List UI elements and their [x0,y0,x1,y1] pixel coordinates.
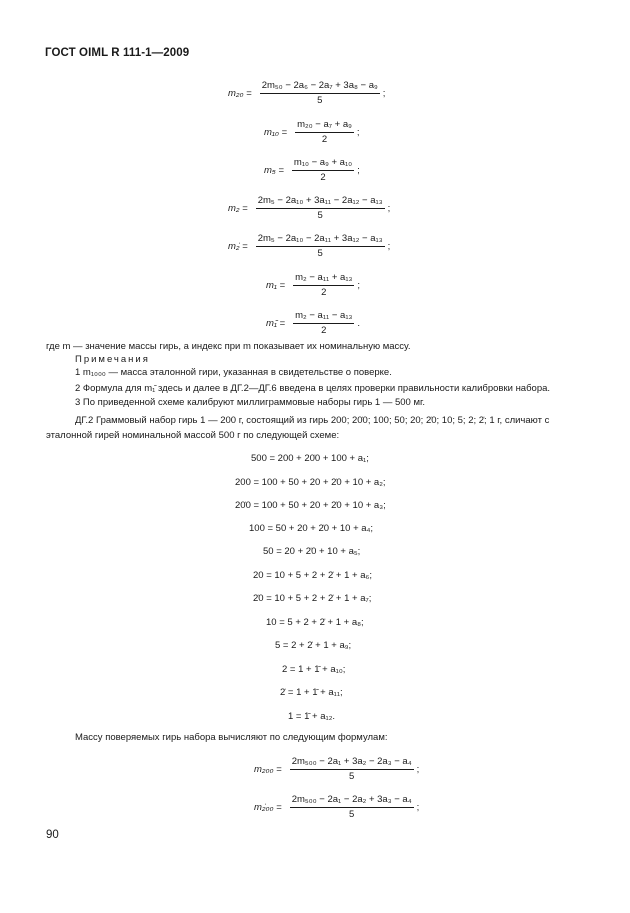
formula-punctuation: ; [416,764,420,775]
fraction [260,80,380,107]
numerator: 2m₅ − 2a₁₀ + 3a₁₁ − 2a₁₂ − a₁₃ [256,195,385,209]
fraction [293,272,354,299]
denominator: 5 [317,210,323,221]
numerator: m₂ − a₁₁ + a₁₃ [293,272,354,286]
numerator: 2m₅₀₀ − 2a₁ + 3a₂ − 2a₃ − a₄ [290,756,414,770]
formula-lhs: m₁ = [266,280,286,291]
denominator: 2 [320,172,326,183]
denominator: 2 [321,287,327,298]
formula-m200-dot [254,794,419,821]
formula-punctuation: ; [357,280,361,291]
numerator: 2m₅₀ − 2a₆ − 2a₇ + 3a₈ − a₉ [260,80,380,94]
formula-lhs: m₂₀ = [228,88,252,99]
where-text: где m — значение массы гирь, а индекс при m показывает их номинальную массу. [46,341,411,352]
scheme-equation: 500 = 200 + 20̇0 + 100 + a₁; [251,453,369,464]
denominator: 2 [321,325,327,336]
scheme-equation: 2 = 1 + 1̄ + a₁₀; [282,664,346,675]
formula-punctuation: . [357,318,361,329]
formula-punctuation: ; [357,165,360,176]
fraction [290,794,414,821]
formula-lhs: m₂̇₀₀ = [254,802,282,813]
scheme-equation: 2̇0 = 10 + 5 + 2 + 2̇ + 1 + a₇; [253,593,372,604]
formula-lhs: m₁₀ = [264,127,288,138]
scheme-equation: 20̇0 = 100 + 50 + 20 + 2̇0 + 10 + a₃; [235,500,386,511]
scheme-equation: 50 = 20 + 2̇0 + 10 + a₅; [263,546,361,557]
denominator: 5 [349,771,355,782]
scheme-equation: 100 = 50 + 20 + 2̇0 + 10 + a₄; [249,523,374,534]
denominator: 5 [317,95,323,106]
notes-heading: Примечания [75,354,150,365]
note-3: 3 По приведенной схеме калибруют миллиграммовые наборы гирь 1 — 500 мг. [75,397,425,408]
numerator: m₂₀ − a₇ + a₉ [295,119,354,133]
formula-lhs: m₅ = [264,165,284,176]
fraction [295,119,354,146]
note-1: 1 m₁₀₀₀ — масса эталонной гири, указанная в свидетельстве о поверке. [75,367,392,378]
dg2-paragraph-line-1: ДГ.2 Граммовый набор гирь 1 — 200 г, состоящий из гирь 200; 20̇0; 100; 50; 20; 2̇0; 10; 5; 2; 2̇; 1 г, сличают с [75,415,550,426]
scheme-equation: 5 = 2 + 2̇ + 1 + a₉; [275,640,352,651]
numerator: m₂ − a₁₁ − a₁₃ [293,310,354,324]
formula-punctuation: ; [356,127,360,138]
fraction [293,310,354,337]
mass-formulas-intro: Массу поверяемых гирь набора вычисляют по следующим формулам: [75,732,388,743]
scheme-equation: 10 = 5 + 2 + 2̇ + 1 + a₈; [266,617,364,628]
formula-lhs: m₂₀₀ = [254,764,282,775]
fraction [290,756,414,783]
page-number: 90 [46,829,59,841]
denominator: 5 [317,248,323,259]
formula-lhs: m₂ = [228,203,248,214]
formula-punctuation: ; [382,88,386,99]
scheme-equation: 1 = 1̄ + a₁₂. [288,711,336,722]
formula-lhs: m₁̄ = [266,318,286,329]
denominator: 2 [321,134,328,145]
numerator: 2m₅ − 2a₁₀ − 2a₁₁ + 3a₁₂ − a₁₃ [256,233,385,247]
numerator: 2m₅₀₀ − 2a₁ − 2a₂ + 3a₃ − a₄ [290,794,414,808]
dg2-paragraph-line-2: эталонной гирей номинальной массой 500 г по следующей схеме: [46,430,340,441]
page-header: ГОСТ OIML R 111-1—2009 [45,47,190,59]
fraction [256,233,385,260]
formula-m1-bar [266,310,360,337]
formula-lhs: m₂̇ = [228,241,248,252]
formula-m2-dot [228,233,390,260]
numerator: m₁₀ − a₉ + a₁₀ [292,157,354,171]
fraction [256,195,385,222]
formula-punctuation: ; [387,203,391,214]
formula-m10 [264,119,360,146]
formula-m20 [228,80,385,107]
formula-m200 [254,756,419,783]
formula-punctuation: ; [416,802,420,813]
scheme-equation: 200 = 100 + 50 + 20 + 2̇0 + 10 + a₂; [235,477,386,488]
note-2: 2 Формула для m₁̄ здесь и далее в ДГ.2—ДГ.6 введена в целях проверки правильности калибровки набора. [75,383,551,394]
formula-m2 [228,195,390,222]
formula-m1 [266,272,360,299]
fraction [292,157,354,184]
scheme-equation: 20 = 10 + 5 + 2 + 2̇ + 1 + a₆; [253,570,372,581]
scheme-equation: 2̇ = 1 + 1̄ + a₁₁; [280,687,343,698]
formula-punctuation: ; [387,241,391,252]
denominator: 5 [349,809,355,820]
formula-m5 [264,157,360,184]
